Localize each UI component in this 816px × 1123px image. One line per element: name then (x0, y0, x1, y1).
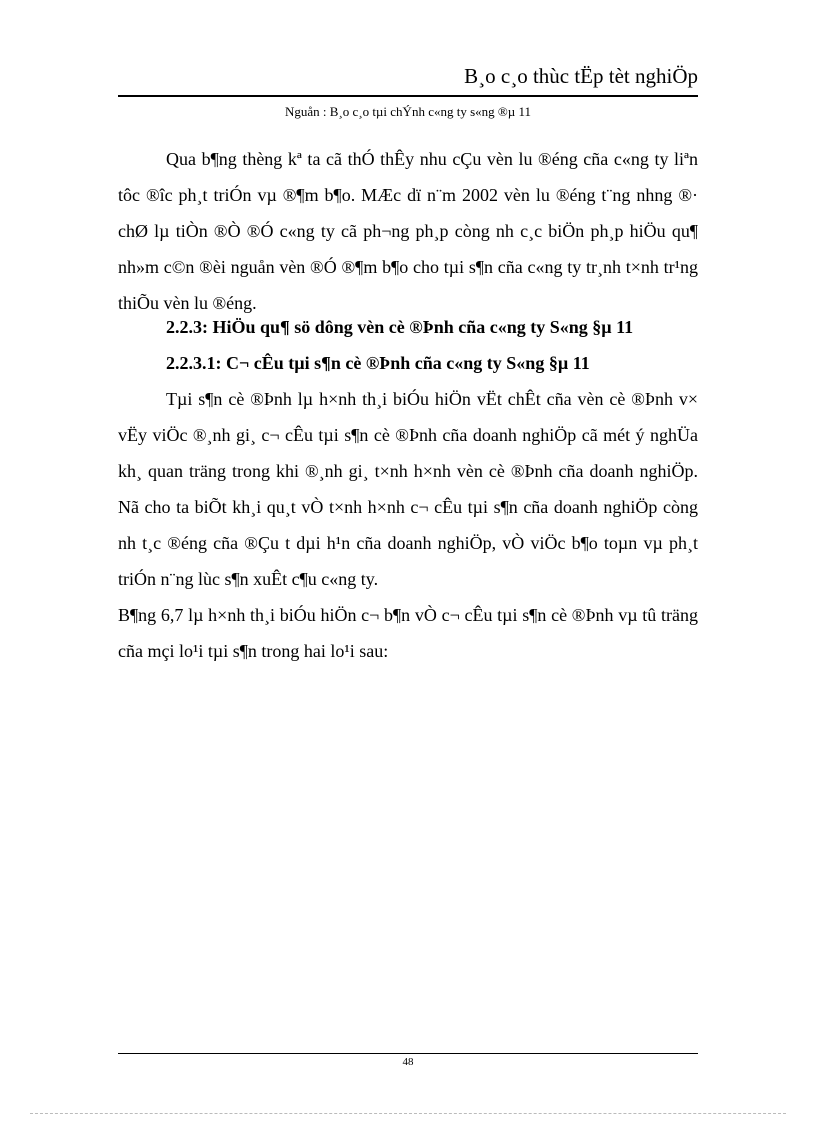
page-number: 48 (402, 1056, 414, 1068)
source-note: Nguån : B¸o c¸o tµi chÝnh c«ng ty s«ng ®µ 11 (284, 104, 532, 119)
body-block-2 (118, 309, 698, 669)
paragraph: Qua b¶ng thèng kª ta cã thÓ thÊy nhu cÇu vèn lu ®éng cña c«ng ty liªn tôc ®îc ph¸t triÓn vµ ®¶m b¶o. MÆc dï n¨m 2002 vèn lu ®éng t¨ng nhng ®· chØ lµ tiÒn ®Ò ®Ó c«ng ty cã ph¬ng ph¸p còng nh c¸c biÖn ph¸p hiÖu qu¶ nh»m c©n ®èi nguån vèn ®Ó ®¶m b¶o cho tµi s¶n cña c«ng ty tr¸nh t×nh tr¹ng thiÕu vèn lu ®éng. (118, 149, 698, 313)
body-block-1 (118, 141, 698, 321)
footer-rule (118, 1053, 698, 1054)
page-break-line (30, 1113, 786, 1114)
paragraph: Tµi s¶n cè ®Þnh lµ h×nh th¸i biÓu hiÖn vËt chÊt cña vèn cè ®Þnh v× vËy viÖc ®¸nh gi¸ c¬ cÊu tµi s¶n cè ®Þnh cña doanh nghiÖp cã mét ý nghÜa kh¸ quan träng trong khi ®¸nh gi¸ t×nh h×nh vèn cè ®Þnh cña doanh nghiÖp. Nã cho ta biÕt kh¸i qu¸t vÒ t×nh h×nh c¬ cÊu tµi s¶n cña doanh nghiÖp còng nh t¸c ®éng cña ®Çu t dµi h¹n cña doanh nghiÖp, vÒ viÖc b¶o toµn vµ ph¸t triÓn n¨ng lùc s¶n xuÊt c¶u c«ng ty. (118, 389, 698, 589)
subsection-heading: 2.2.3.1: C¬ cÊu tµi s¶n cè ®Þnh cña c«ng ty S«ng §µ 11 (166, 353, 590, 373)
section-heading: 2.2.3: HiÖu qu¶ sö dông vèn cè ®Þnh cña c«ng ty S«ng §µ 11 (166, 317, 634, 337)
paragraph: B¶ng 6,7 lµ h×nh th¸i biÓu hiÖn c¬ b¶n vÒ c¬ cÊu tµi s¶n cè ®Þnh vµ tû träng cña mçi lo¹i tµi s¶n trong hai lo¹i sau: (118, 605, 698, 661)
header-rule (118, 95, 698, 97)
running-header-title: B¸o c¸o thùc tËp tèt nghiÖp (464, 64, 698, 88)
